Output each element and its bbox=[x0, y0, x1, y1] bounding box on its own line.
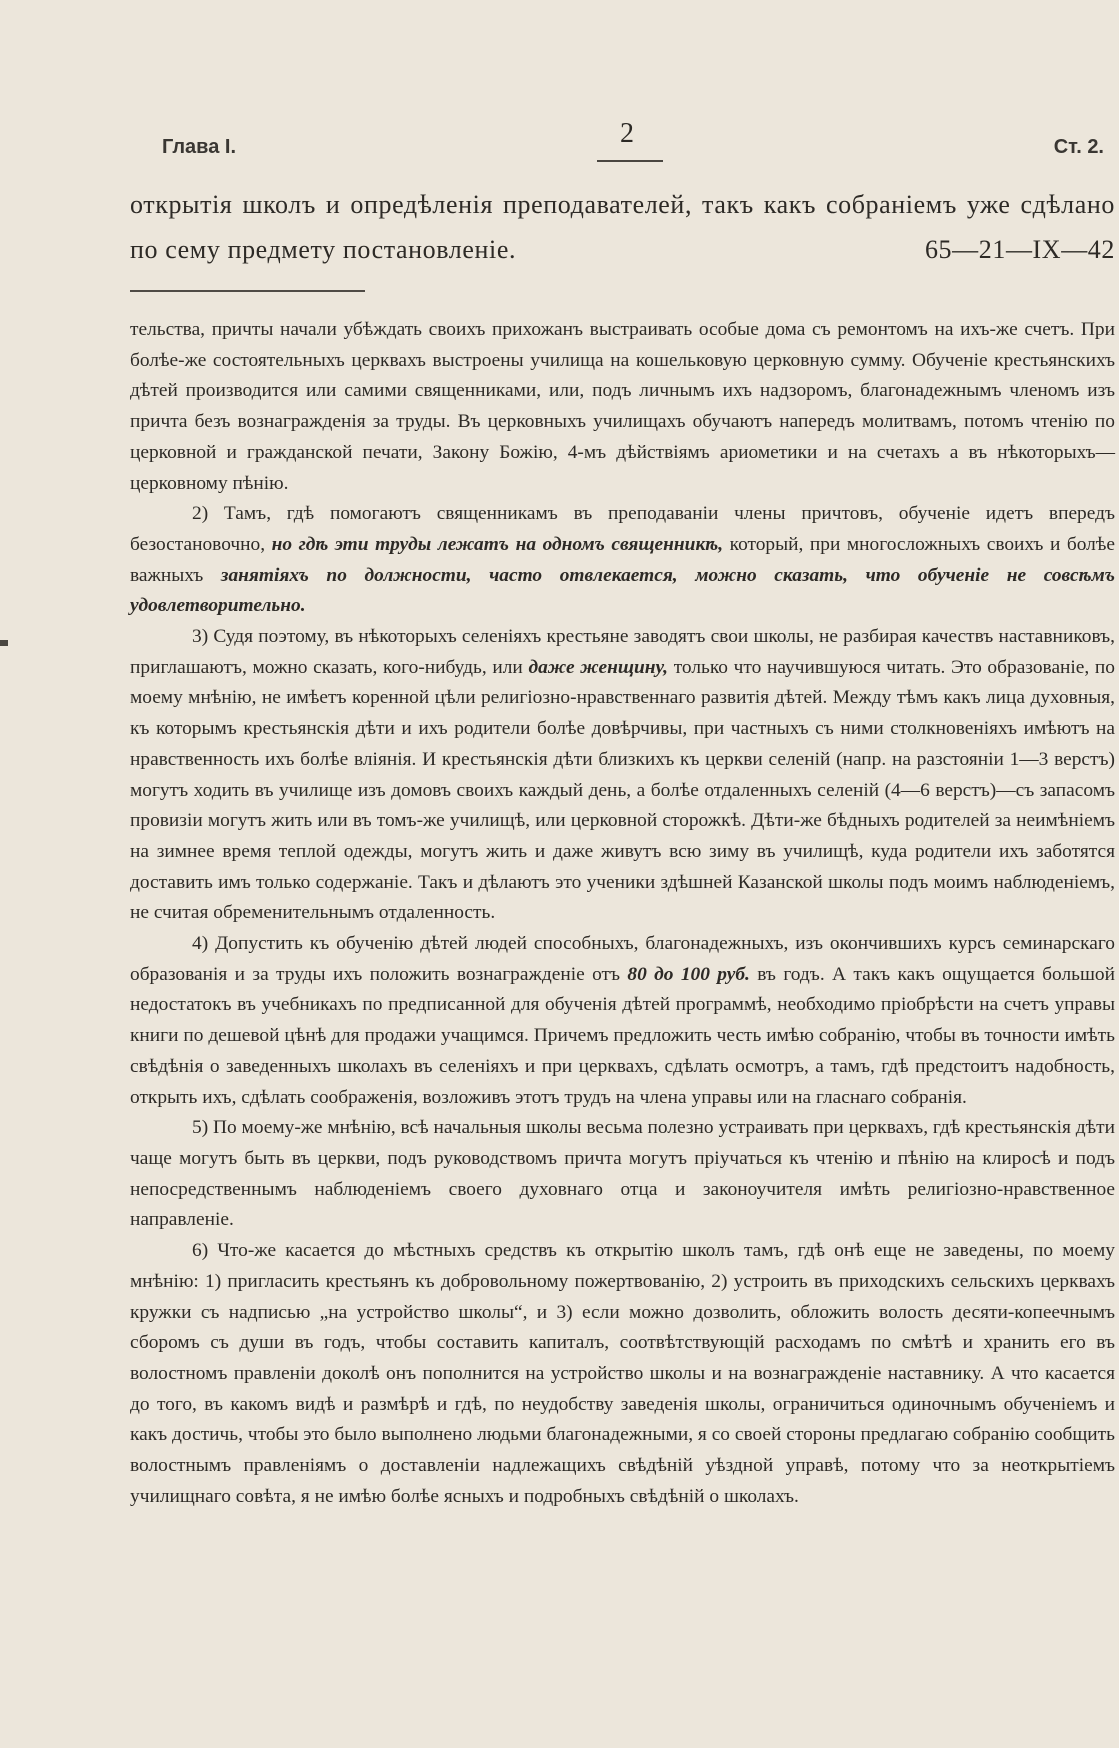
intro-sentence: открытія школъ и опредѣленія преподавателей, такъ какъ собраніемъ уже сдѣлано по сему предмету постановленіе. bbox=[130, 190, 1115, 264]
paragraph-6: 6) Что-же касается до мѣстныхъ средствъ къ открытію школъ тамъ, гдѣ онѣ еще не заведены, по моему мнѣнію: 1) пригласить крестьянъ къ добровольному пожертвованію, 2) устроить въ приходскихъ сельскихъ церквахъ кружки съ надписью „на устройство школы“, и 3) если можно дозволить, обложить волость десяти-копеечнымъ сборомъ съ души въ годъ, чтобы составить капиталъ, соотвѣтствующій расходамъ по смѣтѣ и хранить его въ волостномъ правленіи доколѣ онъ пополнится на устройство школы и на вознагражденіе наставнику. А что касается до того, въ какомъ видѣ и размѣрѣ и гдѣ, по неудобству заведенія школы, ограничиться одиночнымъ обученіемъ и какъ достичь, чтобы это было выполнено людьми благонадежными, я со своей стороны предлагаю собранію сообщить волостнымъ правленіямъ о доставленіи надлежащихъ свѣдѣній уѣздной управѣ, потому что за неоткрытіемъ училищнаго совѣта, я не имѣю болѣе ясныхъ и подробныхъ свѣдѣній о школахъ. bbox=[130, 1240, 1115, 1507]
paragraph-2-emphasis-a: но гдѣ эти труды лежатъ на одномъ священникѣ, bbox=[271, 533, 724, 555]
paragraph-4-text-a: 4) Допустить къ обученію дѣтей людей способныхъ, благонадежныхъ, изъ окончившихъ курсъ семинарскаго образованія и за труды ихъ положить вознагражденіе отъ bbox=[130, 933, 1115, 985]
page-number: 2 bbox=[620, 118, 634, 149]
paragraph-2-text-b: который, при многосложныхъ своихъ и болѣе важныхъ bbox=[130, 533, 1115, 586]
paragraph-2-text-a: 2) Тамъ, гдѣ помогаютъ священникамъ въ преподаваніи члены причтовъ, обученіе идетъ впередъ безостановочно, bbox=[130, 503, 1115, 555]
paragraph-3-emphasis: даже женщину, bbox=[528, 656, 669, 678]
page-number-rule bbox=[597, 160, 663, 162]
chapter-heading: Глава I. bbox=[162, 136, 236, 158]
paragraph-4-text-b: въ годъ. А такъ какъ ощущается большой недостатокъ въ учебникахъ по предписанной для обученія дѣтей программѣ, необходимо пріобрѣсти на счетъ управы книги по дешевой цѣнѣ для продажи учащимся. Причемъ предложить честь имѣю собранію, чтобы въ точности имѣть свѣдѣнія о заведенныхъ школахъ въ селеніяхъ и при церквахъ, сдѣлать осмотръ, а тамъ, гдѣ предстоитъ надобность, открыть ихъ, сдѣлать соображенія, возложивъ этотъ трудъ на члена управы или на гласнаго собранія. bbox=[130, 963, 1115, 1108]
intro-reference: 65—21—IX—42 bbox=[924, 235, 1115, 264]
margin-mark bbox=[0, 640, 8, 646]
paragraph-4-emphasis: 80 до 100 руб. bbox=[627, 963, 750, 985]
paragraph-3-text-a: 3) Судя поэтому, въ нѣкоторыхъ селеніяхъ крестьяне заводятъ свои школы, не разбирая качествъ наставниковъ, приглашаютъ, можно сказать, кого-нибудь, или bbox=[130, 626, 1115, 678]
paragraph-5: 5) По моему-же мнѣнію, всѣ начальныя школы весьма полезно устраивать при церквахъ, гдѣ крестьянскія дѣти чаще могутъ быть въ церкви, подъ руководствомъ причта могутъ пріучаться къ чтенію и пѣнію на клиросѣ и подъ непосредственнымъ наблюденіемъ своего духовнаго отца и законоучителя имѣть религіозно-нравственное направленіе. bbox=[130, 1117, 1115, 1231]
paragraph-1: тельства, причты начали убѣждать своихъ прихожанъ выстраивать особые дома съ ремонтомъ на ихъ-же счетъ. При болѣе-же состоятельныхъ церквахъ выстроены училища на кошельковую церковную сумму. Обученіе крестьянскихъ дѣтей производится или самими священниками, или, подъ личнымъ ихъ надзоромъ, благонадежнымъ членомъ изъ причта безъ вознагражденія за труды. Въ церковныхъ училищахъ обучаютъ напередъ молитвамъ, потомъ чтенію по церковной и гражданской печати, Закону Божію, 4-мъ дѣйствіямъ ариометики и на счетахъ а въ нѣкоторыхъ—церковному пѣнію. bbox=[130, 319, 1115, 494]
paragraph-4 bbox=[130, 929, 1115, 1113]
paragraph-3-text-b: только что научившуюся читать. Это образованіе, по моему мнѣнію, не имѣетъ коренной цѣли религіозно-нравственнаго развитія дѣтей. Между тѣмъ какъ лица духовныя, къ которымъ крестьянскія дѣти и ихъ родители болѣе довѣрчивы, при частныхъ съ ними столкновеніяхъ имѣютъ на нравственность ихъ болѣе вліянія. И крестьянскія дѣти близкихъ къ церкви селеній (напр. на разстояніи 1—3 верстъ) могутъ ходить въ училище изъ домовъ своихъ каждый день, а болѣе отдаленныхъ селеній (4—6 верстъ)—съ запасомъ провизіи могутъ жить или въ томъ-же училищѣ, или церковной сторожкѣ. Дѣти-же бѣдныхъ родителей за неимѣніемъ на зимнее время теплой одежды, могутъ жить и даже живутъ всю зиму въ училищѣ, куда родители ихъ заботятся доставить имъ только содержаніе. Такъ и дѣлаютъ это ученики здѣшней Казанской школы подъ моимъ наблюденіемъ, не считая обременительнымъ отдаленность. bbox=[130, 656, 1116, 924]
paragraph-3 bbox=[130, 622, 1115, 929]
section-divider bbox=[130, 290, 365, 292]
article-number: Ст. 2. bbox=[1053, 136, 1104, 158]
intro-text bbox=[130, 182, 1115, 272]
paragraph-2 bbox=[130, 499, 1115, 622]
paragraph-2-emphasis-b: занятіяхъ по должности, часто отвлекается, можно сказать, что обученіе не совсѣмъ удовлетворительно. bbox=[130, 564, 1116, 617]
body-text bbox=[130, 315, 1115, 1512]
